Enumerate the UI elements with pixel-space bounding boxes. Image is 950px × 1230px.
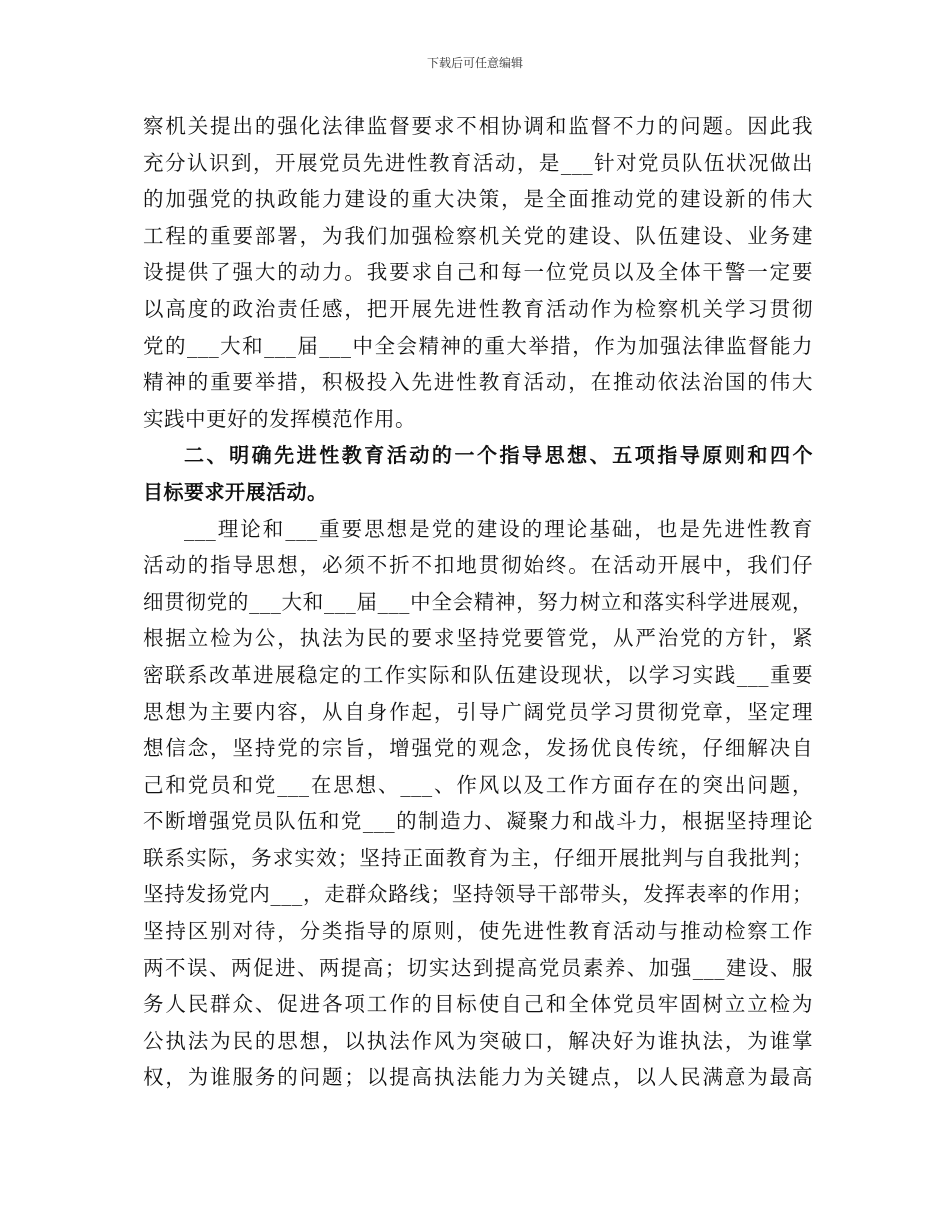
text-line: 设提供了强大的动力。我要求自己和每一位党员以及全体干警一定要 bbox=[143, 260, 813, 285]
text-line: 不断增强党员队伍和党___的制造力、凝聚力和战斗力，根据坚持理论 bbox=[143, 809, 813, 834]
text-line: 己和党员和党___在思想、___、作风以及工作方面存在的突出问题， bbox=[143, 772, 813, 797]
text-line: ___理论和___重要思想是党的建设的理论基础，也是先进性教育 bbox=[184, 516, 813, 541]
text-line: 工程的重要部署，为我们加强检察机关党的建设、队伍建设、业务建 bbox=[143, 223, 813, 248]
text-line: 坚持区别对待，分类指导的原则，使先进性教育活动与推动检察工作 bbox=[143, 919, 813, 944]
text-line: 细贯彻党的___大和___届___中全会精神，努力树立和落实科学进展观， bbox=[143, 589, 813, 614]
text-line: 权，为谁服务的问题；以提高执法能力为关键点，以人民满意为最高 bbox=[143, 1065, 813, 1090]
text-line: 联系实际，务求实效；坚持正面教育为主，仔细开展批判与自我批判； bbox=[143, 845, 813, 870]
page-header: 下载后可任意编辑 bbox=[426, 56, 523, 70]
text-line: 察机关提出的强化法律监督要求不相协调和监督不力的问题。因此我 bbox=[143, 114, 813, 138]
text-line: 活动的指导思想，必须不折不扣地贯彻始终。在活动开展中，我们仔 bbox=[143, 553, 813, 578]
text-line: 根据立检为公，执法为民的要求坚持党要管党，从严治党的方针，紧 bbox=[143, 626, 813, 651]
text-line: 精神的重要举措，积极投入先进性教育活动，在推动依法治国的伟大 bbox=[143, 370, 813, 395]
text-line: 公执法为民的思想，以执法作风为突破口，解决好为谁执法，为谁掌 bbox=[143, 1028, 813, 1053]
text-line: 实践中更好的发挥模范作用。 bbox=[143, 406, 416, 431]
text-line: 密联系改革进展稳定的工作实际和队伍建设现状，以学习实践___重要 bbox=[143, 662, 813, 687]
text-line: 坚持发扬党内___，走群众路线；坚持领导干部带头，发挥表率的作用； bbox=[143, 882, 813, 907]
text-line: 的加强党的执政能力建设的重大决策，是全面推动党的建设新的伟大 bbox=[143, 187, 813, 212]
text-line: 充分认识到，开展党员先进性教育活动，是___针对党员队伍状况做出 bbox=[143, 150, 813, 175]
text-line: 以高度的政治责任感，把开展先进性教育活动作为检察机关学习贯彻 bbox=[143, 296, 813, 321]
text-line: 思想为主要内容，从自身作起，引导广阔党员学习贯彻党章，坚定理 bbox=[143, 699, 813, 724]
text-line: 两不误、两促进、两提高；切实达到提高党员素养、加强___建设、服 bbox=[143, 955, 813, 980]
document-body bbox=[143, 108, 813, 1096]
text-line: 想信念，坚持党的宗旨，增强党的观念，发扬优良传统，仔细解决自 bbox=[143, 736, 813, 761]
section-heading-line: 二、明确先进性教育活动的一个指导思想、五项指导原则和四个 bbox=[184, 443, 813, 468]
text-line: 党的___大和___届___中全会精神的重大举措，作为加强法律监督能力 bbox=[143, 333, 813, 358]
text-line: 务人民群众、促进各项工作的目标使自己和全体党员牢固树立立检为 bbox=[143, 992, 813, 1017]
section-heading-line: 目标要求开展活动。 bbox=[143, 479, 328, 504]
